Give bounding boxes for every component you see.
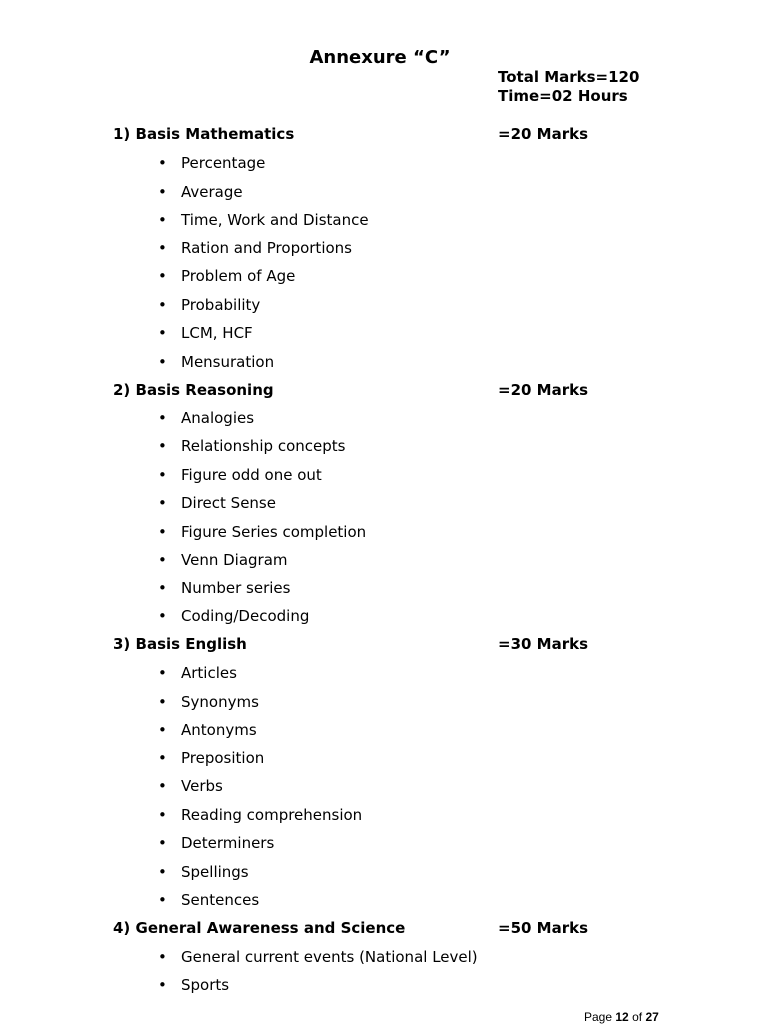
list-item: • Preposition [158, 749, 265, 767]
bullet-icon: • [158, 267, 167, 285]
bullet-icon: • [158, 353, 167, 371]
footer-of-word: of [632, 1010, 643, 1024]
list-item: • Articles [158, 664, 237, 682]
list-item: • Relationship concepts [158, 437, 346, 455]
list-item: • Figure odd one out [158, 466, 322, 484]
bullet-icon: • [158, 551, 167, 569]
section-marks: =20 Marks [498, 381, 589, 399]
section-title: 1) Basis Mathematics [113, 125, 295, 143]
bullet-icon: • [158, 239, 167, 257]
bullet-icon: • [158, 863, 167, 881]
footer-page-word: Page [584, 1010, 613, 1024]
bullet-icon: • [158, 523, 167, 541]
section-heading-mathematics [113, 125, 653, 145]
list-item: • Reading comprehension [158, 806, 363, 824]
list-item: • Average [158, 183, 243, 201]
bullet-icon: • [158, 211, 167, 229]
section-marks: =50 Marks [498, 919, 589, 937]
list-item: • Figure Series completion [158, 523, 367, 541]
list-item: • General current events (National Level) [158, 948, 478, 966]
footer-total-pages: 27 [645, 1010, 659, 1024]
list-item: • Coding/Decoding [158, 607, 310, 625]
list-item: • LCM, HCF [158, 324, 253, 342]
exam-time: Time=02 Hours [498, 87, 628, 105]
bullet-icon: • [158, 154, 167, 172]
list-item: • Sports [158, 976, 230, 994]
bullet-icon: • [158, 976, 167, 994]
list-item: • Probability [158, 296, 261, 314]
bullet-icon: • [158, 721, 167, 739]
list-item: • Synonyms [158, 693, 259, 711]
section-heading-reasoning [113, 381, 653, 401]
section-heading-english [113, 635, 653, 655]
list-item: • Venn Diagram [158, 551, 288, 569]
bullet-icon: • [158, 494, 167, 512]
bullet-icon: • [158, 948, 167, 966]
bullet-icon: • [158, 324, 167, 342]
list-item: • Spellings [158, 863, 249, 881]
bullet-icon: • [158, 834, 167, 852]
bullet-icon: • [158, 607, 167, 625]
bullet-icon: • [158, 806, 167, 824]
list-item: • Analogies [158, 409, 255, 427]
list-item: • Time, Work and Distance [158, 211, 369, 229]
section-title: 2) Basis Reasoning [113, 381, 274, 399]
bullet-icon: • [158, 777, 167, 795]
bullet-icon: • [158, 891, 167, 909]
section-title: 3) Basis English [113, 635, 247, 653]
bullet-icon: • [158, 296, 167, 314]
list-item: • Percentage [158, 154, 266, 172]
bullet-icon: • [158, 664, 167, 682]
total-marks: Total Marks=120 [498, 68, 640, 86]
section-marks: =20 Marks [498, 125, 589, 143]
list-item: • Verbs [158, 777, 223, 795]
list-item: • Antonyms [158, 721, 257, 739]
list-item: • Determiners [158, 834, 275, 852]
section-title: 4) General Awareness and Science [113, 919, 406, 937]
bullet-icon: • [158, 693, 167, 711]
bullet-icon: • [158, 579, 167, 597]
list-item: • Problem of Age [158, 267, 296, 285]
list-item: • Mensuration [158, 353, 275, 371]
exam-meta [498, 68, 639, 106]
bullet-icon: • [158, 466, 167, 484]
page-footer [584, 1010, 659, 1024]
list-item: • Sentences [158, 891, 260, 909]
list-item: • Ration and Proportions [158, 239, 352, 257]
bullet-icon: • [158, 409, 167, 427]
bullet-icon: • [158, 183, 167, 201]
section-marks: =30 Marks [498, 635, 589, 653]
list-item: • Number series [158, 579, 291, 597]
footer-page-number: 12 [615, 1010, 629, 1024]
section-heading-general-awareness [113, 919, 653, 939]
bullet-icon: • [158, 749, 167, 767]
bullet-icon: • [158, 437, 167, 455]
list-item: • Direct Sense [158, 494, 276, 512]
page-title: Annexure “C” [309, 47, 451, 68]
